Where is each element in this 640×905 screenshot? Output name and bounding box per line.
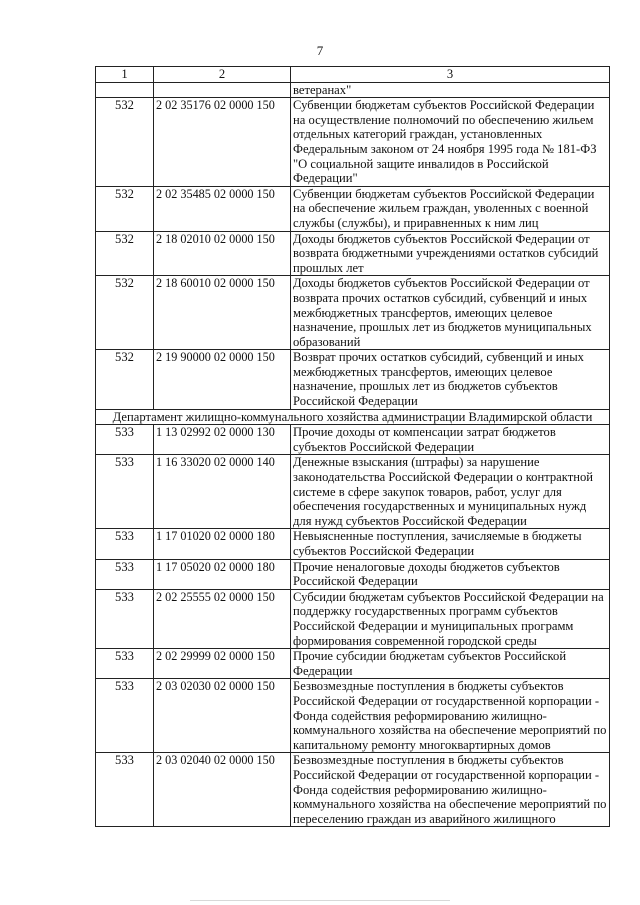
kbk-code-cell: 1 16 33020 02 0000 140 [154, 455, 291, 529]
revenue-name-cell: Невыясненные поступления, зачисляемые в бюджеты субъектов Российской Федерации [291, 529, 610, 559]
revenue-name-cell: Безвозмездные поступления в бюджеты субъектов Российской Федерации от государственной корпорации - Фонда содействия реформированию жилищно-коммунального хозяйства на обеспечение мероприятий по переселению граждан из аварийного жилищного [291, 753, 610, 827]
revenue-name-cell: Возврат прочих остатков субсидий, субвенций и иных межбюджетных трансфертов, имеющих целевое назначение, прошлых лет из бюджетов субъектов Российской Федерации [291, 350, 610, 409]
kbk-code-cell: 2 19 90000 02 0000 150 [154, 350, 291, 409]
admin-code-cell: 533 [96, 455, 154, 529]
kbk-code-cell: 2 03 02040 02 0000 150 [154, 753, 291, 827]
admin-code-cell: 533 [96, 529, 154, 559]
table-row [96, 753, 610, 827]
revenue-name-cell: Субвенции бюджетам субъектов Российской Федерации на осуществление полномочий по обеспечению жильем отдельных категорий граждан, установленных Федеральным законом от 24 ноября 1995 года № 181-ФЗ "О социальной защите инвалидов в Российской Федерации" [291, 98, 610, 187]
table-row [96, 455, 610, 529]
admin-code-cell: 533 [96, 649, 154, 679]
table-row [96, 679, 610, 753]
revenue-name-cell: Субвенции бюджетам субъектов Российской Федерации на обеспечение жильем граждан, уволенных с военной службы (службы), и приравненных к ним лиц [291, 186, 610, 231]
table-row [96, 98, 610, 187]
table-header-row [96, 67, 610, 83]
column-header-2: 2 [154, 67, 291, 83]
table-row [96, 589, 610, 648]
kbk-code-cell: 2 02 35485 02 0000 150 [154, 186, 291, 231]
admin-code-cell: 532 [96, 186, 154, 231]
table-row [96, 559, 610, 589]
kbk-code-cell: 2 02 29999 02 0000 150 [154, 649, 291, 679]
kbk-code-cell: 2 03 02030 02 0000 150 [154, 679, 291, 753]
column-header-3: 3 [291, 67, 610, 83]
table-row [96, 276, 610, 350]
table-row [96, 649, 610, 679]
admin-code-cell: 533 [96, 753, 154, 827]
continuation-text: ветеранах" [291, 82, 610, 98]
scan-edge-mark [190, 900, 450, 901]
section-heading-row [96, 409, 610, 425]
empty-cell [96, 82, 154, 98]
revenue-name-cell: Субсидии бюджетам субъектов Российской Федерации на поддержку государственных программ субъектов Российской Федерации и муниципальных программ формирования современной городской среды [291, 589, 610, 648]
empty-cell [154, 82, 291, 98]
admin-code-cell: 532 [96, 231, 154, 276]
admin-code-cell: 532 [96, 276, 154, 350]
admin-code-cell: 533 [96, 679, 154, 753]
kbk-code-cell: 1 17 05020 02 0000 180 [154, 559, 291, 589]
revenue-codes-table [95, 66, 610, 827]
kbk-code-cell: 1 13 02992 02 0000 130 [154, 425, 291, 455]
revenue-name-cell: Денежные взыскания (штрафы) за нарушение законодательства Российской Федерации о контрактной системе в сфере закупок товаров, работ, услуг для обеспечения государственных и муниципальных нужд для нужд субъектов Российской Федерации [291, 455, 610, 529]
kbk-code-cell: 2 18 02010 02 0000 150 [154, 231, 291, 276]
table-row [96, 529, 610, 559]
kbk-code-cell: 2 02 25555 02 0000 150 [154, 589, 291, 648]
kbk-code-cell: 2 18 60010 02 0000 150 [154, 276, 291, 350]
continuation-row [96, 82, 610, 98]
admin-code-cell: 533 [96, 589, 154, 648]
revenue-name-cell: Доходы бюджетов субъектов Российской Федерации от возврата прочих остатков субсидий, субвенций и иных межбюджетных трансфертов, имеющих целевое назначение, прошлых лет из бюджетов муниципальных образований [291, 276, 610, 350]
table-row [96, 350, 610, 409]
revenue-name-cell: Доходы бюджетов субъектов Российской Федерации от возврата бюджетными учреждениями остатков субсидий прошлых лет [291, 231, 610, 276]
page-number: 7 [316, 43, 324, 58]
table-row [96, 231, 610, 276]
admin-code-cell: 532 [96, 350, 154, 409]
table-row [96, 425, 610, 455]
table-row [96, 186, 610, 231]
admin-code-cell: 532 [96, 98, 154, 187]
column-header-1: 1 [96, 67, 154, 83]
kbk-code-cell: 2 02 35176 02 0000 150 [154, 98, 291, 187]
revenue-name-cell: Прочие субсидии бюджетам субъектов Российской Федерации [291, 649, 610, 679]
revenue-name-cell: Прочие неналоговые доходы бюджетов субъектов Российской Федерации [291, 559, 610, 589]
revenue-name-cell: Прочие доходы от компенсации затрат бюджетов субъектов Российской Федерации [291, 425, 610, 455]
section-heading: Департамент жилищно-коммунального хозяйства администрации Владимирской области [96, 409, 610, 425]
revenue-name-cell: Безвозмездные поступления в бюджеты субъектов Российской Федерации от государственной корпорации - Фонда содействия реформированию жилищно-коммунального хозяйства на обеспечение мероприятий по капитальному ремонту многоквартирных домов [291, 679, 610, 753]
admin-code-cell: 533 [96, 559, 154, 589]
kbk-code-cell: 1 17 01020 02 0000 180 [154, 529, 291, 559]
admin-code-cell: 533 [96, 425, 154, 455]
